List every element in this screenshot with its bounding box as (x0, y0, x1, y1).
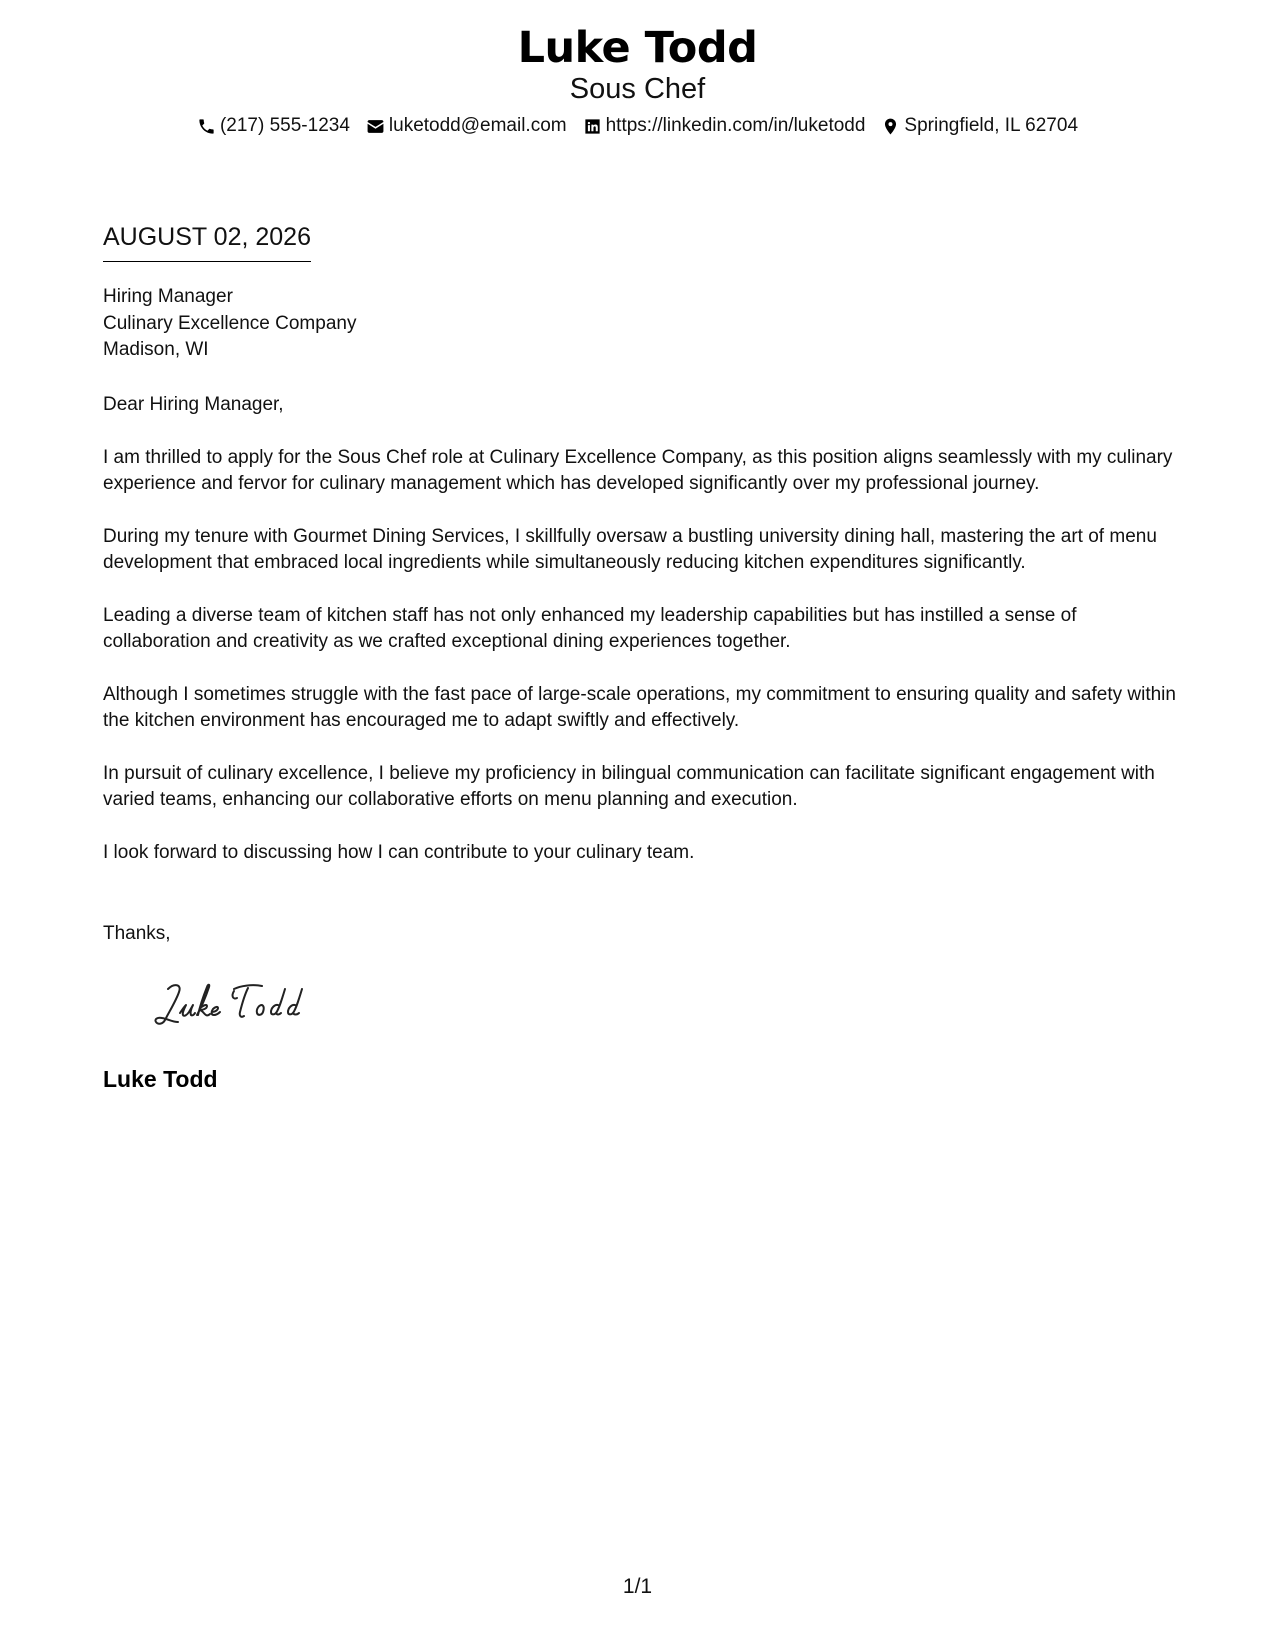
recipient-company: Culinary Excellence Company (103, 312, 357, 334)
page-number: 1/1 (622, 1575, 653, 1598)
body-paragraph: I am thrilled to apply for the Sous Chef role at Culinary Excellence Company, as this position aligns seamlessly with my culinary experience and fervor for culinary management which has developed significantly over my professional journey. (103, 446, 1173, 494)
body-paragraph: I look forward to discussing how I can contribute to your culinary team. (103, 841, 695, 863)
contact-email[interactable] (366, 114, 567, 138)
phone-icon (197, 117, 216, 136)
contact-phone-text: (217) 555-1234 (219, 115, 350, 136)
contact-linkedin[interactable] (583, 114, 866, 138)
contact-bar (0, 114, 1275, 138)
recipient-title: Hiring Manager (103, 286, 233, 307)
body-paragraph: In pursuit of culinary excellence, I believe my proficiency in bilingual communication can facilitate significant engagement with varied teams, enhancing our collaborative efforts on menu planning and execution. (103, 762, 1155, 810)
contact-phone (197, 114, 350, 138)
handwritten-signature (150, 975, 320, 1035)
envelope-icon (366, 117, 385, 136)
closing-line: Thanks, (103, 923, 171, 944)
body-paragraph: During my tenure with Gourmet Dining Services, I skillfully oversaw a bustling university dining hall, mastering the art of menu development that embraced local ingredients while simultaneously reducing kitchen expenditures significantly. (103, 525, 1157, 573)
letter-header (0, 22, 1275, 138)
recipient-location: Madison, WI (103, 339, 209, 360)
applicant-name: Luke Todd (517, 23, 758, 73)
letter-date-block (103, 222, 311, 262)
linkedin-icon (583, 117, 602, 136)
salutation: Dear Hiring Manager, (103, 394, 284, 415)
letter-body (103, 392, 1178, 892)
body-paragraph: Although I sometimes struggle with the fast pace of large-scale operations, my commitment to ensuring quality and safety within the kitchen environment has encouraged me to adapt swiftly and effectively. (103, 683, 1176, 731)
contact-linkedin-text: https://linkedin.com/in/luketodd (605, 115, 866, 136)
contact-email-text: luketodd@email.com (388, 115, 567, 136)
contact-location-text: Springfield, IL 62704 (904, 115, 1079, 136)
map-pin-icon (881, 117, 900, 136)
body-paragraph: Leading a diverse team of kitchen staff has not only enhanced my leadership capabilities but has instilled a sense of collaboration and creativity as we crafted exceptional dining experiences together. (103, 604, 1077, 652)
signer-name: Luke Todd (103, 1066, 218, 1092)
letter-date: AUGUST 02, 2026 (103, 222, 311, 262)
applicant-role: Sous Chef (569, 73, 706, 105)
recipient-address (103, 284, 356, 364)
contact-location (881, 114, 1078, 138)
